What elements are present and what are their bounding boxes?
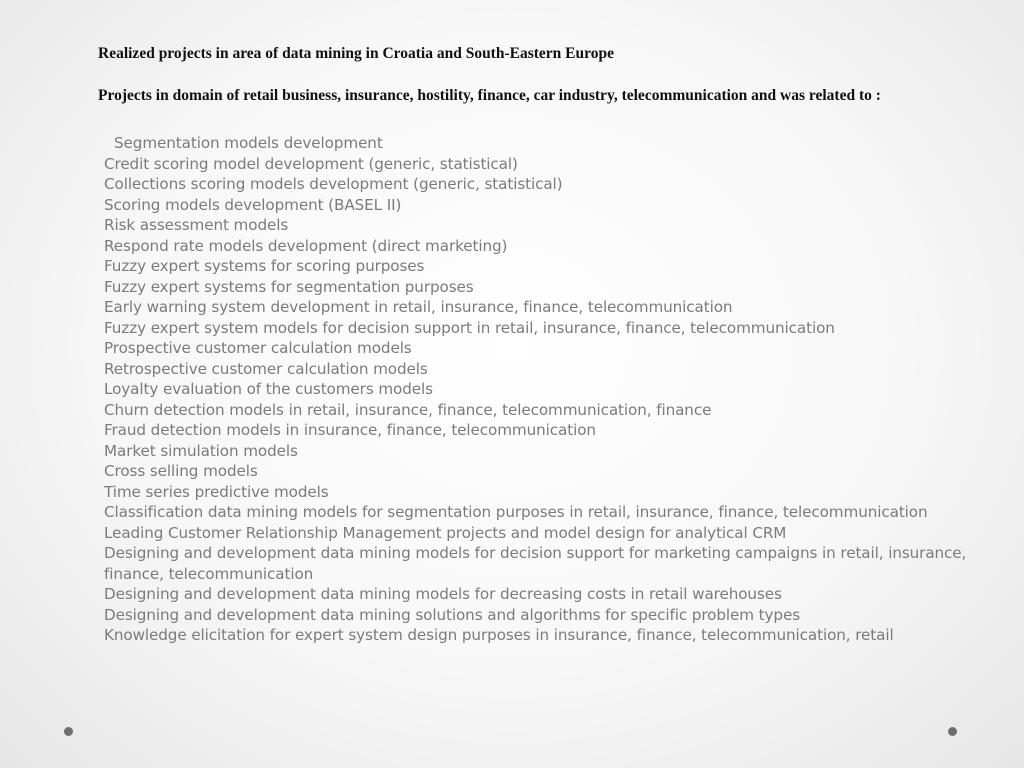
slide-intro: Projects in domain of retail business, insurance, hostility, finance, car industry, telecommunication and was related to : [98,87,881,104]
list-item: Scoring models development (BASEL II) [104,195,402,214]
list-item: Credit scoring model development (generic, statistical) [104,154,518,173]
list-item: Fraud detection models in insurance, finance, telecommunication [104,421,596,439]
list-item: Fuzzy expert systems for segmentation purposes [104,277,474,296]
list-item: Time series predictive models [104,482,329,501]
decorative-dot-right [948,727,957,736]
project-list [104,133,984,646]
list-item: Leading Customer Relationship Management projects and model design for analytical CRM [104,523,787,542]
list-item: Designing and development data mining solutions and algorithms for specific problem types [104,605,801,624]
list-item: Designing and development data mining models for decision support for marketing campaigns in retail, insurance, finance, telecommunication [104,544,967,583]
list-item: Prospective customer calculation models [104,339,412,357]
list-item: Market simulation models [104,441,298,460]
list-item: Risk assessment models [104,216,289,234]
slide-title: Realized projects in area of data mining in Croatia and South-Eastern Europe [98,45,614,62]
list-item: Fuzzy expert systems for scoring purposes [104,257,425,275]
list-item: Respond rate models development (direct marketing) [104,236,508,255]
list-item: Collections scoring models development (generic, statistical) [104,175,563,193]
list-item: Classification data mining models for segmentation purposes in retail, insurance, finance, telecommunication [104,503,928,521]
list-item: Retrospective customer calculation models [104,359,428,378]
list-item: Early warning system development in retail, insurance, finance, telecommunication [104,298,733,316]
list-item: Loyalty evaluation of the customers models [104,380,433,398]
list-item: Segmentation models development [114,134,383,152]
list-item: Knowledge elicitation for expert system design purposes in insurance, finance, telecommunication, retail [104,626,894,644]
list-item: Fuzzy expert system models for decision support in retail, insurance, finance, telecommunication [104,318,835,337]
list-item: Churn detection models in retail, insurance, finance, telecommunication, finance [104,400,712,419]
list-item: Cross selling models [104,462,258,480]
list-item: Designing and development data mining models for decreasing costs in retail warehouses [104,585,782,603]
decorative-dot-left [64,727,73,736]
